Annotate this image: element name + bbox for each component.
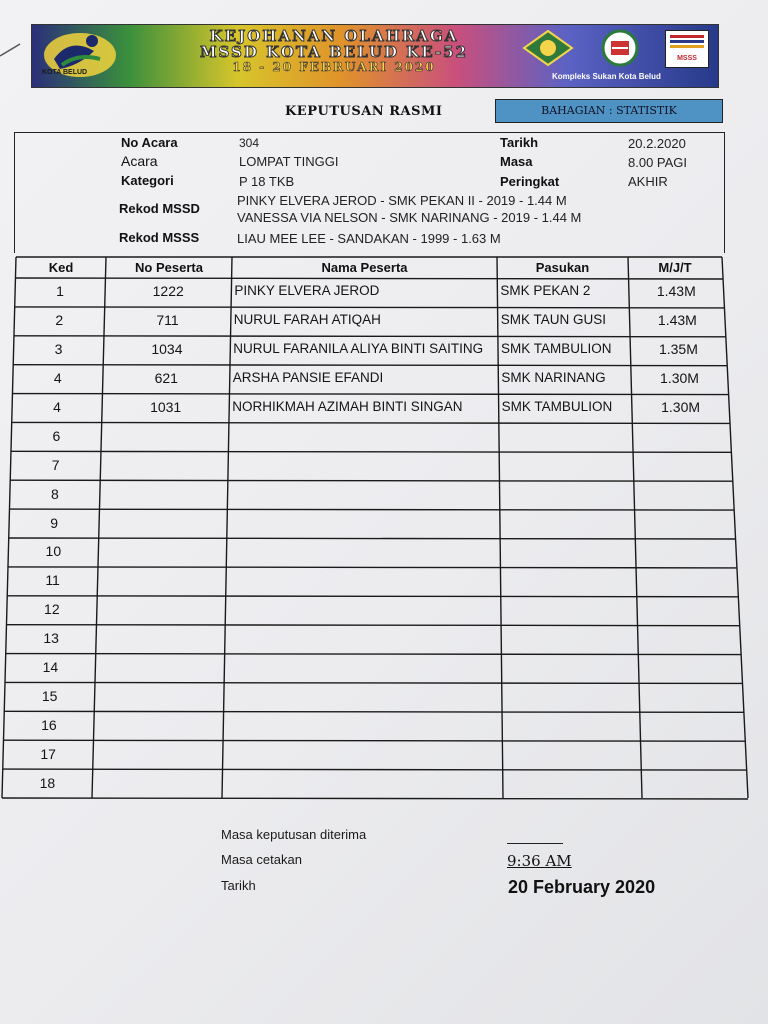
table-column-line bbox=[722, 257, 748, 798]
row-no-peserta: 1034 bbox=[151, 341, 183, 358]
event-info-box bbox=[14, 132, 725, 253]
banner-title-line1: KEJOHANAN OLAHRAGA bbox=[209, 27, 459, 45]
row-ked: 6 bbox=[52, 427, 61, 444]
row-nama-peserta: NURUL FARAH ATIQAH bbox=[233, 312, 381, 328]
row-mjt: 1.35M bbox=[658, 341, 698, 358]
row-no-peserta: 711 bbox=[156, 312, 179, 329]
row-mjt: 1.43M bbox=[657, 312, 697, 329]
rekod-mssd-line1: PINKY ELVERA JEROD - SMK PEKAN II - 2019 - 1.44 M bbox=[237, 193, 567, 208]
msss-logo-text: MSSS bbox=[677, 55, 697, 62]
table-row-line bbox=[5, 682, 742, 683]
row-ked: 14 bbox=[42, 659, 59, 675]
row-ked: 7 bbox=[51, 456, 60, 473]
table-row-line bbox=[6, 654, 741, 655]
rekod-mssd-line2: VANESSA VIA NELSON - SMK NARINANG - 2019 - 1.44 M bbox=[237, 210, 582, 225]
table-row-line bbox=[3, 769, 747, 770]
results-table-grid bbox=[0, 250, 768, 810]
row-ked: 8 bbox=[50, 485, 59, 502]
acara-value: LOMPAT TINGGI bbox=[239, 154, 339, 169]
header-pasukan: Pasukan bbox=[535, 260, 590, 275]
msss-stripes-icon bbox=[666, 31, 708, 53]
row-ked: 4 bbox=[53, 370, 62, 387]
banner-title-line2: MSSD KOTA BELUD KE-52 bbox=[199, 43, 469, 61]
table-row-line bbox=[15, 278, 723, 279]
table-row-line bbox=[4, 711, 744, 712]
table-row-line bbox=[9, 538, 736, 539]
education-crest-icon bbox=[592, 28, 648, 68]
row-ked: 17 bbox=[40, 745, 56, 762]
table-column-line bbox=[2, 257, 16, 798]
table-row-line bbox=[2, 798, 748, 799]
rekod-mssd-label: Rekod MSSD bbox=[119, 201, 200, 216]
kategori-label: Kategori bbox=[121, 173, 174, 188]
district-crest-icon bbox=[520, 28, 576, 68]
document-heading: KEPUTUSAN RASMI bbox=[285, 104, 443, 119]
no-acara-label: No Acara bbox=[121, 135, 178, 150]
rekod-msss-value: LIAU MEE LEE - SANDAKAN - 1999 - 1.63 M bbox=[237, 231, 501, 246]
row-nama-peserta: NURUL FARANILA ALIYA BINTI SAITING bbox=[233, 341, 484, 357]
table-row-line bbox=[14, 336, 726, 337]
table-row-line bbox=[11, 451, 731, 452]
row-ked: 12 bbox=[44, 601, 60, 618]
row-pasukan: SMK PEKAN 2 bbox=[500, 283, 591, 299]
row-pasukan: SMK TAMBULION bbox=[501, 399, 613, 414]
table-row-line bbox=[7, 596, 738, 597]
table-row-line bbox=[10, 480, 733, 481]
row-nama-peserta: ARSHA PANSIE EFANDI bbox=[232, 370, 384, 386]
header-ked: Ked bbox=[48, 260, 74, 275]
row-ked: 18 bbox=[39, 774, 56, 791]
table-row-line bbox=[13, 365, 727, 366]
row-ked: 10 bbox=[45, 543, 62, 560]
row-no-peserta: 621 bbox=[154, 370, 178, 387]
row-mjt: 1.30M bbox=[660, 370, 699, 387]
table-column-line bbox=[497, 257, 503, 798]
table-row-line bbox=[8, 567, 737, 568]
row-no-peserta: 1031 bbox=[150, 399, 182, 415]
no-acara-value: 304 bbox=[239, 136, 260, 150]
row-no-peserta: 1222 bbox=[152, 283, 184, 300]
row-ked: 15 bbox=[41, 687, 58, 704]
peringkat-value: AKHIR bbox=[628, 174, 668, 189]
row-ked: 9 bbox=[50, 514, 58, 531]
row-pasukan: SMK NARINANG bbox=[501, 370, 606, 386]
row-ked: 3 bbox=[54, 341, 63, 358]
row-ked: 4 bbox=[53, 399, 61, 415]
punch-hole-mark bbox=[0, 40, 22, 58]
banner-dates: 18 - 20 FEBRUARI 2020 bbox=[232, 60, 436, 74]
table-row-line bbox=[3, 740, 745, 741]
event-banner bbox=[31, 24, 719, 88]
section-label: BAHAGIAN : STATISTIK bbox=[495, 99, 723, 123]
header-mjt: M/J/T bbox=[658, 260, 692, 275]
table-row-line bbox=[12, 394, 728, 395]
row-pasukan: SMK TAUN GUSI bbox=[500, 312, 606, 328]
row-nama-peserta: NORHIKMAH AZIMAH BINTI SINGAN bbox=[232, 399, 463, 414]
table-row-line bbox=[9, 509, 734, 510]
table-row-line bbox=[15, 307, 725, 308]
tarikh-label: Tarikh bbox=[500, 135, 539, 150]
header-no-peserta: No Peserta bbox=[135, 260, 203, 275]
table-column-line bbox=[92, 257, 106, 798]
table-column-line bbox=[222, 257, 232, 798]
printed-time-value: 9:36 AM bbox=[507, 852, 572, 870]
received-time-blank bbox=[507, 843, 563, 844]
row-ked: 16 bbox=[41, 716, 57, 733]
table-row-line bbox=[12, 422, 730, 423]
msss-logo bbox=[665, 30, 709, 68]
date-label: Tarikh bbox=[221, 878, 256, 893]
received-time-label: Masa keputusan diterima bbox=[221, 827, 367, 842]
masa-value: 8.00 PAGI bbox=[628, 155, 688, 170]
rekod-msss-label: Rekod MSSS bbox=[119, 230, 200, 245]
masa-label: Masa bbox=[500, 154, 533, 169]
printed-time-label: Masa cetakan bbox=[221, 852, 302, 867]
tarikh-value: 20.2.2020 bbox=[628, 136, 686, 151]
row-ked: 1 bbox=[56, 283, 64, 300]
table-row-line bbox=[6, 625, 739, 626]
kategori-value: P 18 TKB bbox=[239, 174, 295, 189]
row-ked: 11 bbox=[45, 572, 60, 589]
peringkat-label: Peringkat bbox=[500, 174, 560, 189]
row-ked: 13 bbox=[43, 630, 59, 647]
row-mjt: 1.30M bbox=[661, 399, 701, 415]
row-nama-peserta: PINKY ELVERA JEROD bbox=[234, 283, 380, 299]
row-ked: 2 bbox=[55, 312, 64, 329]
date-value: 20 February 2020 bbox=[508, 877, 656, 897]
row-mjt: 1.43M bbox=[656, 283, 696, 300]
acara-label: Acara bbox=[121, 153, 158, 169]
left-logo-text: KOTA BELUD bbox=[42, 69, 88, 76]
row-pasukan: SMK TAMBULION bbox=[501, 341, 612, 357]
table-column-line bbox=[628, 257, 642, 798]
header-nama-peserta: Nama Peserta bbox=[321, 260, 408, 275]
banner-venue: Kompleks Sukan Kota Belud bbox=[552, 72, 661, 81]
